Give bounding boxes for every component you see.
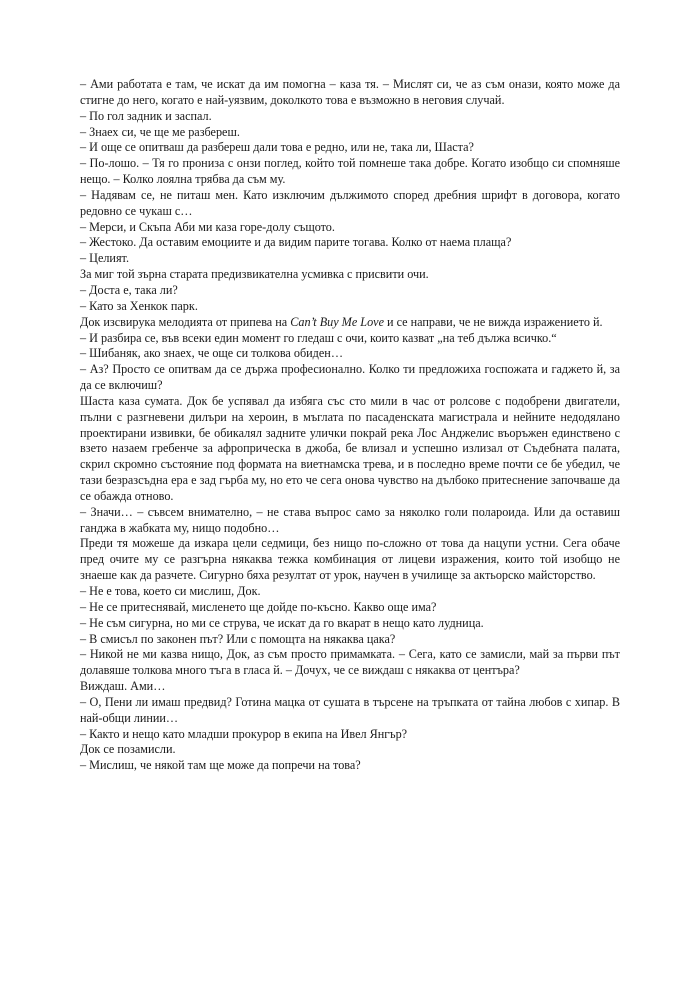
paragraph: – И още се опитваш да разбереш дали това е редно, или не, така ли, Шаста? <box>80 140 474 155</box>
paragraph: – По-лошо. – Тя го прониза с онзи поглед, който той помнеше така добре. Когато изобщо си спомняше нещо. – Колко лоялна трябва да съм му. <box>80 156 620 187</box>
paragraph: – Доста е, така ли? <box>80 282 178 297</box>
paragraph: – Не е това, което си мислиш, Док. <box>80 584 261 598</box>
paragraph: Док се позамисли. <box>80 742 176 757</box>
paragraph: – Не се притеснявай, мисленето ще дойде по-късно. Какво още има? <box>80 599 437 614</box>
paragraph: – Както и нещо като младши прокурор в екипа на Ивел Янгър? <box>80 726 408 741</box>
paragraph: – В смисъл по законен път? Или с помощта на някаква цака? <box>80 631 396 646</box>
paragraph: – Мислиш, че някой там ще може да попречи на това? <box>80 758 361 773</box>
paragraph: – Жестоко. Да оставим емоциите и да видим парите тогава. Колко от наема плаща? <box>80 235 512 250</box>
text-run: Док изсвирука мелодията от припева на <box>80 314 291 329</box>
paragraph: – Мерси, и Скъпа Аби ми каза горе-долу същото. <box>80 219 335 234</box>
paragraph: – По гол задник и заспал. <box>80 108 212 123</box>
paragraph: – Шибаняк, ако знаех, че още си толкова обиден… <box>80 346 344 361</box>
paragraph: – Знаех си, че ще ме разбереш. <box>80 124 240 139</box>
paragraph: Шаста каза сумата. Док бе успявал да избяга със сто мили в час от ролсове с подобрени двигатели, пълни с разгневени дилъри на хероин, в мъглата по пасаденската магистрала и нейните недодялано проектирани извивки, бе обикалял задните улички покрай река Лос Анджелис въоръжен единствено с взето назаем гребенче за афроприческа в джоба, бе влизал и успешно излизал от Съдебната палата, скрил скромно състояние под формата на виетнамска трева, и в последно време почти се бе убедил, че тази безразсъдна ера е зад гърба му, но ето че сега онова чувство на дълбоко притеснение започваше да се обажда отново. <box>80 393 620 503</box>
paragraph: Преди тя можеше да изкара цели седмици, без нищо по-сложно от това да нацупи устни. Сега обаче пред очите му се разгърна някаква тежка комбинация от лицеви изражения, които той изобщо не знаеше как да разчете. Сигурно бяха резултат от урок, научен в училище за актьорско майсторство. <box>80 536 620 583</box>
paragraph-song-title <box>80 315 620 331</box>
paragraph: – Ами работата е там, че искат да им помогна – каза тя. – Мислят си, че аз съм онази, която може да стигне до него, когато е най-уязвим, доколкото това е възможно в неговия случай. <box>80 77 620 107</box>
paragraph: – Целият. <box>80 251 130 266</box>
song-title: Can’t Buy Me Love <box>290 314 384 329</box>
paragraph: Виждаш. Ами… <box>80 679 166 694</box>
paragraph: – И разбира се, във всеки един момент го гледаш с очи, които казват „на теб дължа всичко.“ <box>80 330 557 345</box>
paragraph: – Значи… – съвсем внимателно, – не става въпрос само за няколко голи полароида. Или да оставиш ганджа в жабката му, нищо подобно… <box>80 504 620 535</box>
paragraph: – Никой не ми казва нищо, Док, аз съм просто примамката. – Сега, като се замисли, май за първи път долавяше толкова много тъга в гласа й. – Дочух, че се виждаш с някаква от центъра? <box>80 647 620 678</box>
paragraph: – Аз? Просто се опитвам да се държа професионално. Колко ти предложиха госпожата и гаджето й, за да се включиш? <box>80 362 620 393</box>
paragraph: – О, Пени ли имаш предвид? Готина мацка от сушата в търсене на тръпката от тайна любов с хипар. В най-общи линии… <box>80 694 620 725</box>
text-run: и се направи, че не вижда изражението й. <box>383 314 603 329</box>
paragraph: За миг той зърна старата предизвикателна усмивка с присвити очи. <box>80 267 429 282</box>
paragraph: – Не съм сигурна, но ми се струва, че искат да го вкарат в нещо като лудница. <box>80 615 484 630</box>
paragraph: – Надявам се, не питаш мен. Като изключим дължимото според дребния шрифт в договора, когато редовно се чукаш с… <box>80 187 620 218</box>
body-text <box>80 77 620 774</box>
paragraph: – Като за Хенкок парк. <box>80 298 198 313</box>
